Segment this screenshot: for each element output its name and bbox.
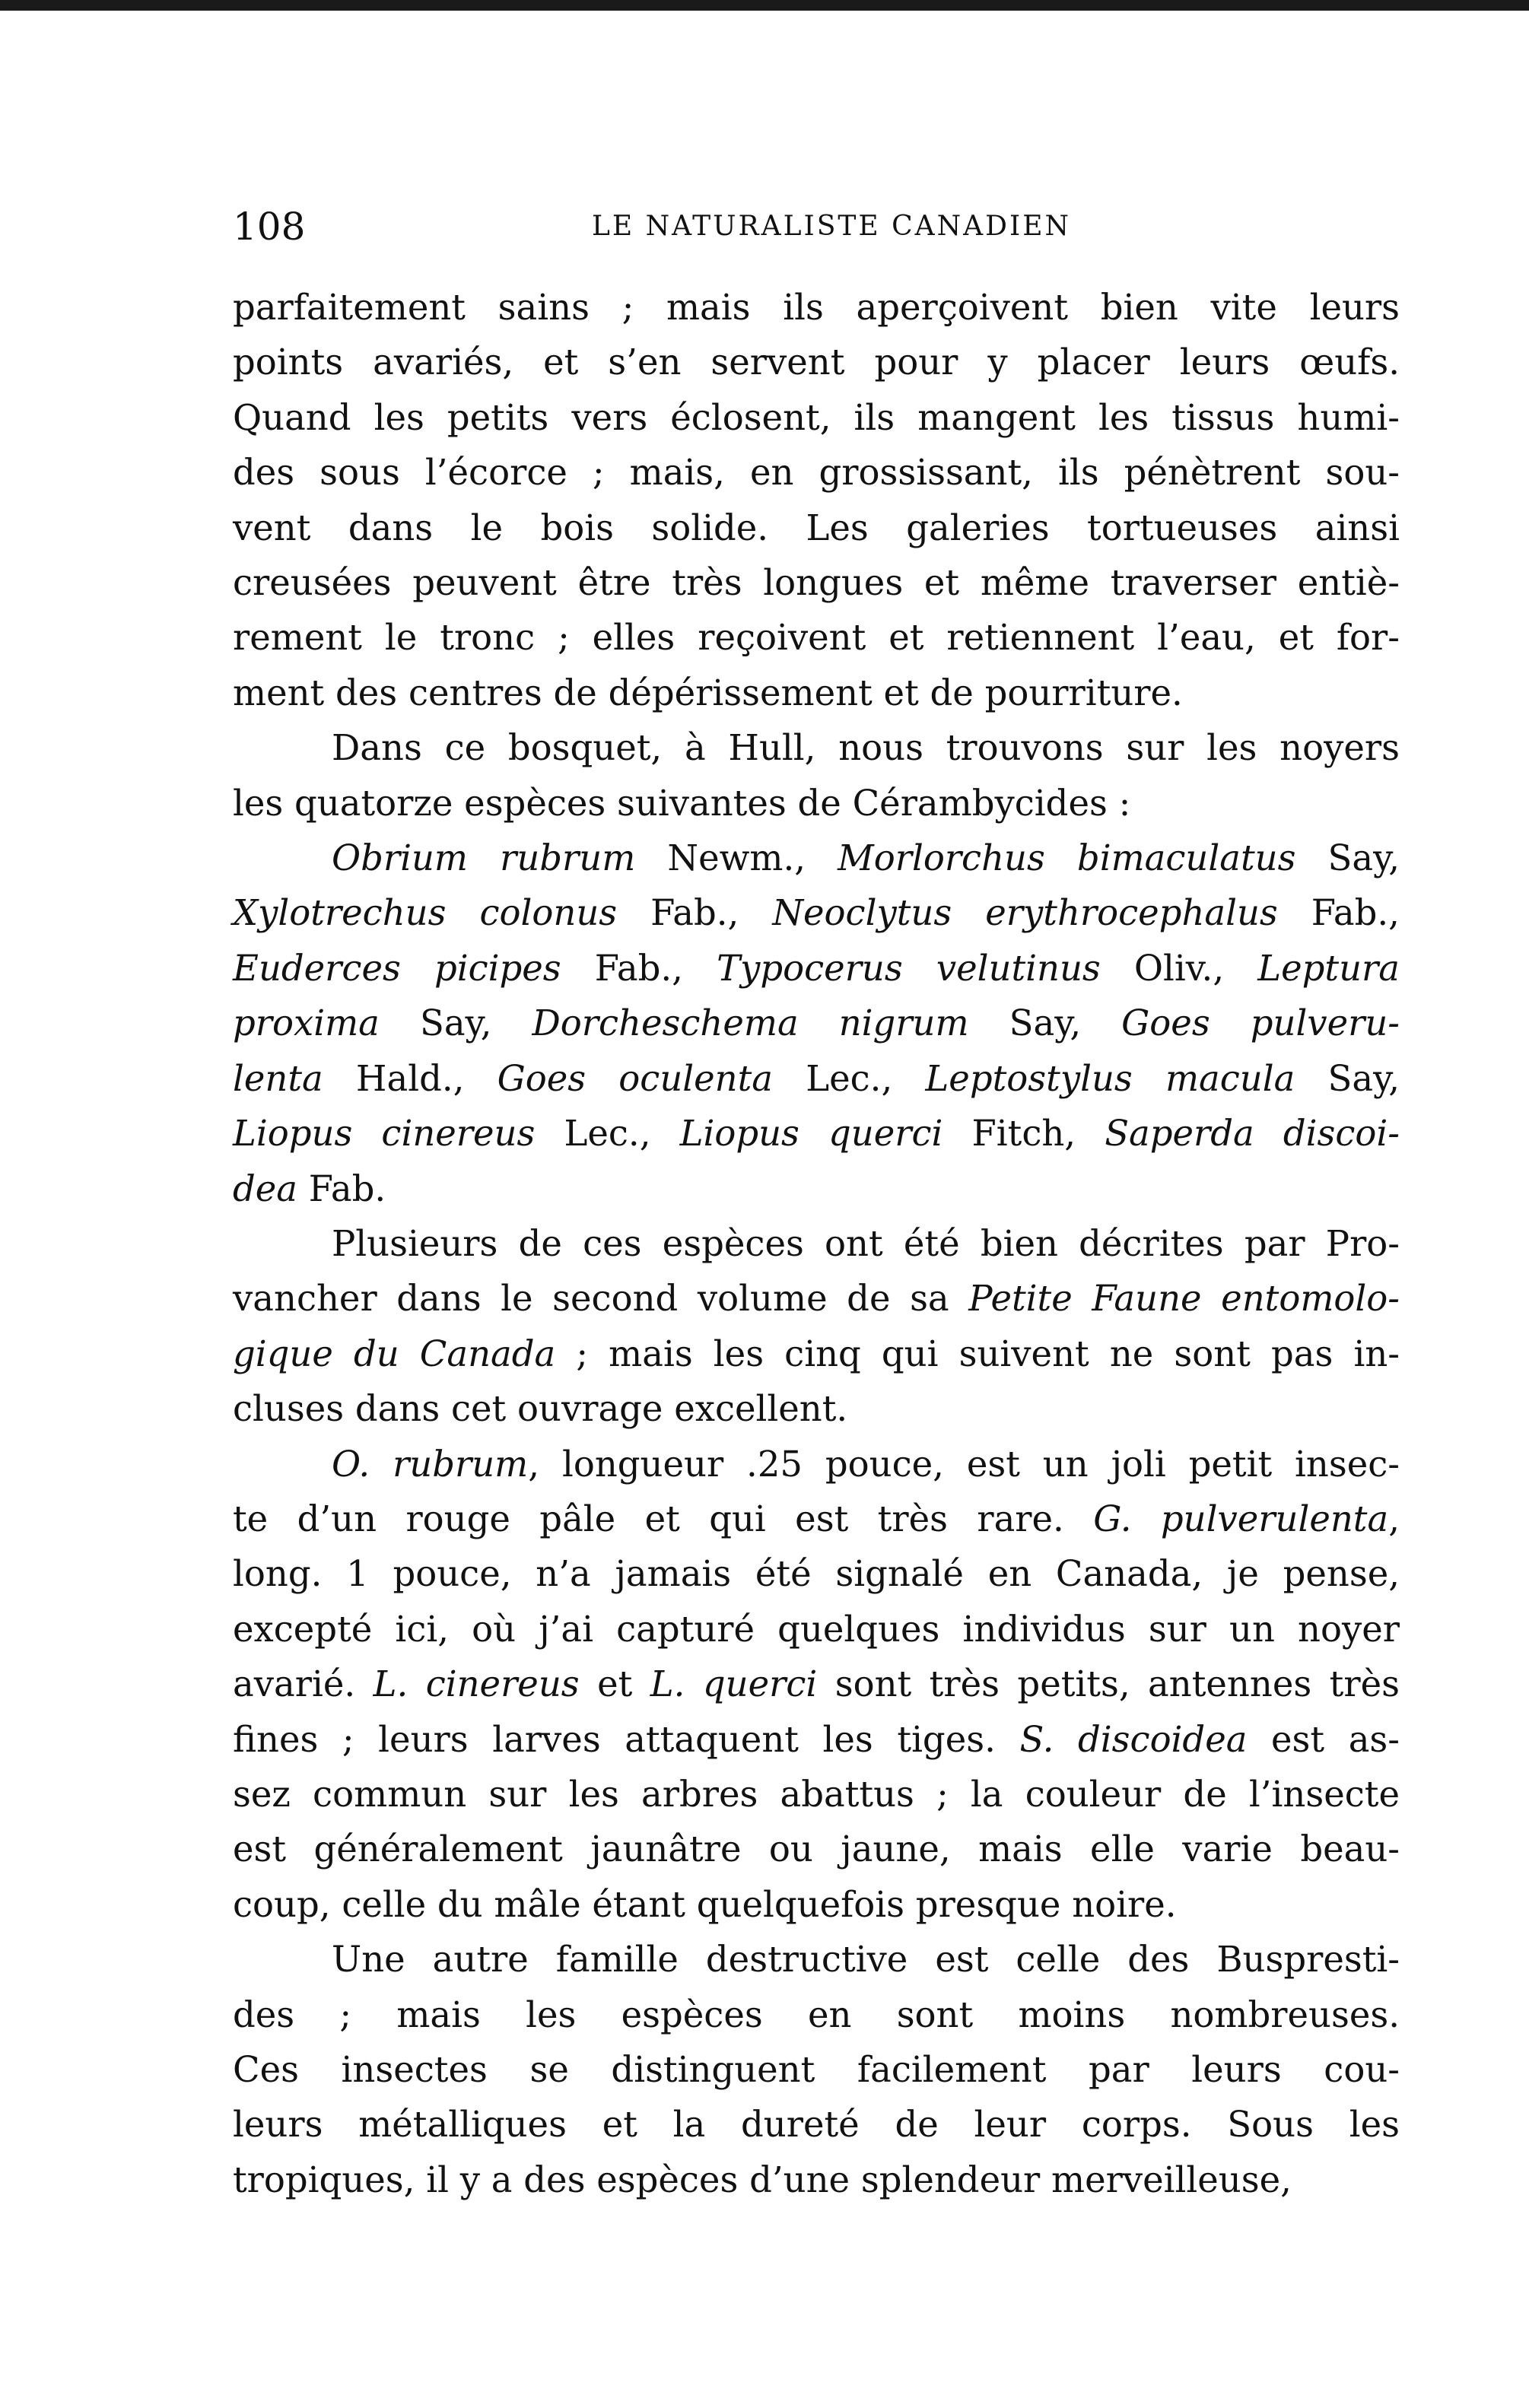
text-run: Say, <box>1295 837 1400 879</box>
text-run: Fab., <box>561 947 717 989</box>
text-line <box>233 1712 1400 1767</box>
text-line <box>233 280 1400 335</box>
text-run: des ; mais les espèces en sont moins nombreuses. <box>233 1993 1400 2035</box>
text-run: cluses dans cet ouvrage excellent. <box>233 1388 848 1430</box>
paragraph <box>233 280 1400 720</box>
page-top-edge <box>0 0 1529 11</box>
text-line <box>233 1106 1400 1161</box>
text-run: Ces insectes se distinguent facilement par leurs cou- <box>233 2049 1400 2090</box>
text-run: parfaitement sains ; mais ils aperçoivent bien vite leurs <box>233 287 1400 328</box>
text-run: , <box>1388 1498 1400 1539</box>
text-run: Newm., <box>635 837 838 879</box>
text-line <box>233 2152 1400 2207</box>
page-number: 108 <box>233 205 306 249</box>
text-run: Fab., <box>1277 892 1400 934</box>
text-line <box>233 1767 1400 1822</box>
text-line <box>233 2097 1400 2152</box>
species-name: L. querci <box>650 1663 818 1705</box>
species-name: Liopus cinereus <box>233 1113 536 1155</box>
species-name: Goes pulveru- <box>1121 1002 1400 1044</box>
species-name: Saperda discoi- <box>1105 1113 1400 1155</box>
text-line <box>233 1546 1400 1601</box>
text-run: vancher dans le second volume de sa <box>233 1278 969 1320</box>
text-run: excepté ici, où j’ai capturé quelques individus sur un noyer <box>233 1608 1400 1650</box>
paragraph <box>233 831 1400 1216</box>
text-run: Quand les petits vers éclosent, ils mangent les tissus humi- <box>233 396 1400 438</box>
body-text <box>233 280 1400 2207</box>
text-run: ment des centres de dépérissement et de pourriture. <box>233 672 1183 713</box>
text-run: , longueur .25 pouce, est un joli petit insec- <box>528 1443 1400 1485</box>
species-name: Leptura <box>1257 947 1400 989</box>
text-run: ; mais les cinq qui suivent ne sont pas in- <box>555 1333 1400 1374</box>
text-run: long. 1 pouce, n’a jamais été signalé en Canada, je pense, <box>233 1553 1400 1595</box>
species-name: dea <box>233 1167 298 1209</box>
text-line <box>233 776 1400 831</box>
species-name: gique du Canada <box>233 1333 556 1374</box>
text-run: Say, <box>968 1002 1122 1044</box>
paragraph <box>233 1216 1400 1437</box>
text-run: Une autre famille destructive est celle des Buspresti- <box>332 1939 1400 1981</box>
text-run: Hald., <box>323 1057 497 1099</box>
text-run: Plusieurs de ces espèces ont été bien décrites par Pro- <box>332 1222 1400 1264</box>
text-run: Fab. <box>297 1167 386 1209</box>
text-run: est as- <box>1247 1718 1400 1760</box>
text-run: Say, <box>379 1002 532 1044</box>
species-name: lenta <box>233 1057 323 1099</box>
text-run: Say, <box>1295 1057 1400 1099</box>
species-name: S. discoidea <box>1019 1718 1248 1760</box>
text-line <box>233 720 1400 775</box>
text-run: les quatorze espèces suivantes de Cérambycides : <box>233 782 1131 824</box>
text-line <box>233 941 1400 996</box>
text-run: est généralement jaunâtre ou jaune, mais elle varie beau- <box>233 1828 1400 1870</box>
text-run: des sous l’écorce ; mais, en grossissant, ils pénètrent sou- <box>233 452 1400 494</box>
text-line <box>233 1326 1400 1381</box>
text-line <box>233 500 1400 555</box>
paragraph <box>233 720 1400 831</box>
paragraph <box>233 1437 1400 1933</box>
text-run: Lec., <box>773 1057 926 1099</box>
species-name: O. rubrum <box>332 1443 529 1485</box>
text-run: points avariés, et s’en servent pour y placer leurs œufs. <box>233 342 1400 383</box>
text-line <box>233 2042 1400 2097</box>
text-run: sez commun sur les arbres abattus ; la couleur de l’insecte <box>233 1773 1400 1815</box>
species-name: L. cinereus <box>373 1663 580 1705</box>
paragraph <box>233 1932 1400 2207</box>
text-line <box>233 1381 1400 1436</box>
text-run: Lec., <box>535 1113 680 1155</box>
text-line <box>233 445 1400 500</box>
text-line <box>233 885 1400 940</box>
text-run: rement le tronc ; elles reçoivent et retiennent l’eau, et for- <box>233 617 1400 659</box>
text-line <box>233 1987 1400 2042</box>
species-name: Euderces picipes <box>233 947 561 989</box>
text-line <box>233 1271 1400 1326</box>
text-run: Oliv., <box>1100 947 1258 989</box>
text-line <box>233 1437 1400 1491</box>
text-run: avarié. <box>233 1663 374 1705</box>
species-name: Dorcheschema nigrum <box>532 1002 969 1044</box>
text-line <box>233 1657 1400 1711</box>
text-line <box>233 996 1400 1050</box>
species-name: Obrium rubrum <box>332 837 636 879</box>
text-line <box>233 610 1400 665</box>
page-header <box>233 204 1400 249</box>
species-name: Liopus querci <box>679 1113 943 1155</box>
species-name: Typocerus velutinus <box>717 947 1101 989</box>
species-name: proxima <box>233 1002 380 1044</box>
text-run: creusées peuvent être très longues et même traverser entiè- <box>233 562 1400 604</box>
text-run: vent dans le bois solide. Les galeries tortueuses ainsi <box>233 507 1400 548</box>
species-name: Leptostylus macula <box>925 1057 1295 1099</box>
text-line <box>233 666 1400 720</box>
text-line <box>233 1161 1400 1216</box>
species-name: Xylotrechus colonus <box>233 892 618 934</box>
text-run: et <box>579 1663 650 1705</box>
text-run: fines ; leurs larves attaquent les tiges. <box>233 1718 1020 1760</box>
species-name: Petite Faune entomolo- <box>968 1278 1400 1320</box>
species-name: G. pulverulenta <box>1093 1498 1389 1539</box>
species-name: Neoclytus erythrocephalus <box>772 892 1278 934</box>
text-run: Fab., <box>617 892 773 934</box>
text-line <box>233 1877 1400 1932</box>
text-line <box>233 555 1400 610</box>
running-title: LE NATURALISTE CANADIEN <box>591 211 1072 242</box>
text-line <box>233 1216 1400 1271</box>
text-run: tropiques, il y a des espèces d’une splendeur merveilleuse, <box>233 2159 1292 2200</box>
species-name: Morlorchus bimaculatus <box>838 837 1296 879</box>
text-run: Dans ce bosquet, à Hull, nous trouvons sur les noyers <box>332 727 1400 769</box>
text-run: coup, celle du mâle étant quelquefois presque noire. <box>233 1883 1177 1925</box>
text-run: te d’un rouge pâle et qui est très rare. <box>233 1498 1094 1539</box>
text-line <box>233 831 1400 885</box>
text-run: sont très petits, antennes très <box>817 1663 1400 1705</box>
text-line <box>233 1822 1400 1876</box>
text-line <box>233 1602 1400 1657</box>
text-line <box>233 1932 1400 1987</box>
text-run: leurs métalliques et la dureté de leur corps. Sous les <box>233 2104 1400 2146</box>
text-line <box>233 1051 1400 1106</box>
text-line <box>233 335 1400 389</box>
species-name: Goes oculenta <box>497 1057 774 1099</box>
text-line <box>233 1491 1400 1546</box>
text-line <box>233 390 1400 445</box>
text-run: Fitch, <box>943 1113 1105 1155</box>
